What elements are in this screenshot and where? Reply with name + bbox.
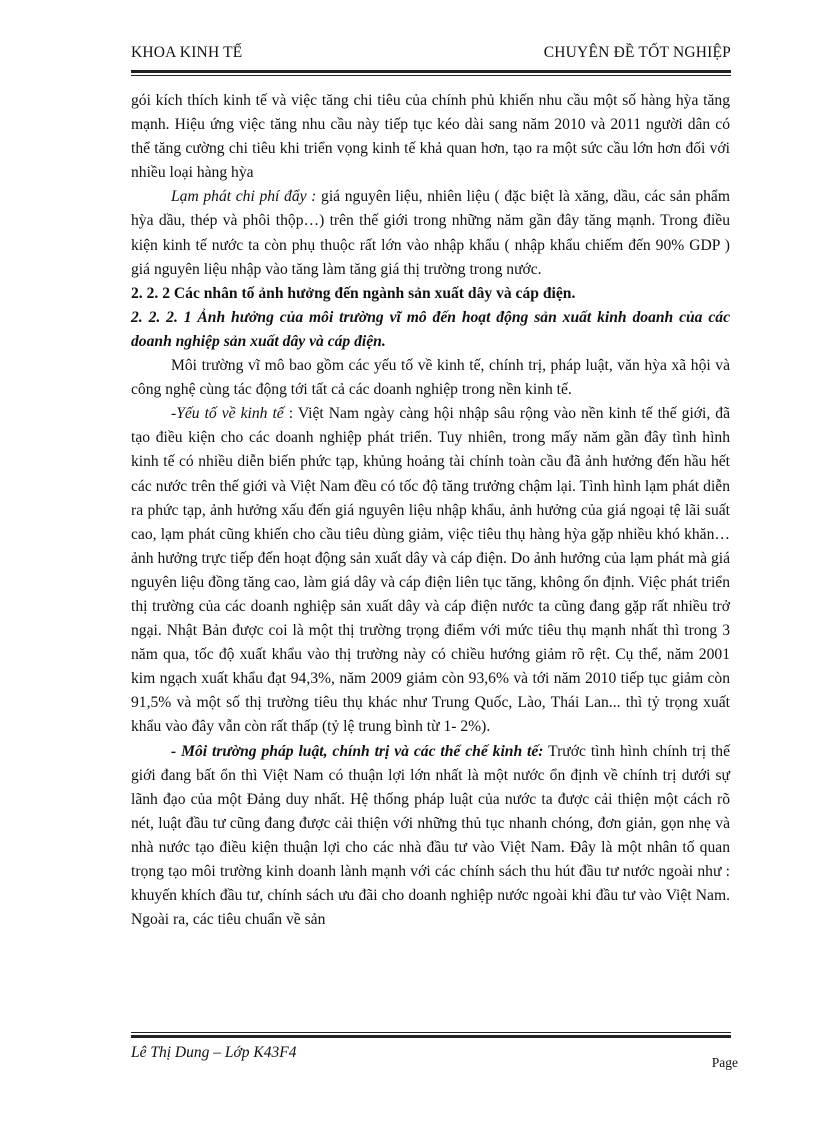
footer-author: Lê Thị Dung – Lớp K43F4: [131, 1044, 297, 1061]
legal-political-text: Trước tình hình chính trị thế giới đang bất ổn thì Việt Nam có thuận lợi lớn nhất là một nước ổn định về chính trị dưới sự lãnh đạo của một Đảng duy nhất. Hệ thống pháp luật của nước ta được cải thiện một cách rõ nét, luật đầu tư cũng đang được cải thiện với những thủ tục nhanh chóng, đơn giản, gọn nhẹ và nhà nước tạo điều kiện thuận lợi cho các nhà đầu tư vào Việt Nam. Đây là một nhân tố quan trọng tạo môi trường kinh doanh lành mạnh với các chính sách thu hút đầu tư nước ngoài như : khuyến khích đầu tư, chính sách ưu đãi cho doanh nghiệp nước ngoài khi đầu tư vào Việt Nam. Ngoài ra, các tiêu chuẩn về sản: [131, 742, 730, 929]
paragraph-cost-push-inflation: [131, 185, 730, 281]
economic-factor-text: : Việt Nam ngày càng hội nhập sâu rộng vào nền kinh tế thế giới, đã tạo điều kiện cho các doanh nghiệp phát triển. Tuy nhiên, trong mấy năm gần đây tình hình kinh tế có nhiều diễn biến phức tạp, khủng hoảng tài chính toàn cầu đã ảnh hưởng đến hầu hết các nước trên thế giới và Việt Nam đều có tốc độ tăng trưởng chậm lại. Tình hình lạm phát diễn ra phức tạp, ảnh hưởng xấu đến giá nguyên liệu nhập khẩu, ảnh hưởng của giá ngoại tệ lãi suất cao, lạm phát cũng khiến cho cầu tiêu dùng giảm, việc tiêu thụ hàng hỳa gặp nhiều khó khăn… ảnh hưởng trực tiếp đến hoạt động sản xuất dây và cáp điện. Do ảnh hưởng của lạm phát mà giá nguyên liệu đồng tăng cao, làm giá dây và cáp điện liên tục tăng, không ổn định. Việc phát triển thị trường của các doanh nghiệp sản xuất dây và cáp điện nước ta cũng đang gặp rất nhiều trở ngại. Nhật Bản được coi là một thị trường trọng điểm với mức tiêu thụ mạnh nhất thì trong 3 năm qua, tốc độ xuất khẩu vào thị trường này có chiều hướng giảm rõ rệt. Cụ thể, năm 2001 kim ngạch xuất khẩu đạt 94,3%, năm 2009 giảm còn 93,6% và tới năm 2010 tiếp tục giảm còn 91,5% và một số thị trường tiêu thụ khác như Trung Quốc, Lào, Thái Lan... thì tỷ trọng xuất khẩu vào đây vẫn còn rất thấp (tỷ lệ trung bình từ 1- 2%).: [131, 405, 730, 736]
page-header: [131, 44, 731, 62]
header-faculty: KHOA KINH TẾ: [131, 44, 243, 61]
subsection-heading: 2. 2. 2. 1 Ảnh hưởng của môi trường vĩ mô đến hoạt động sản xuất kinh doanh của các doanh nghiệp sản xuất dây và cáp điện.: [131, 308, 730, 350]
header-doc-type: CHUYÊN ĐỀ TỐT NGHIỆP: [543, 44, 731, 61]
economic-factor-label: -Yếu tố về kinh tế: [171, 405, 284, 423]
paragraph-legal-political: [131, 740, 730, 933]
paragraph-economic-factor: [131, 402, 730, 739]
legal-political-label: - Môi trường pháp luật, chính trị và các thể chế kinh tế:: [171, 742, 544, 760]
header-divider: [131, 70, 731, 76]
document-body: [131, 89, 730, 932]
section-heading: 2. 2. 2 Các nhân tố ảnh hưởng đến ngành sản xuất dây và cáp điện.: [131, 284, 576, 302]
footer-page-label: Page: [711, 1055, 738, 1070]
paragraph-continuation: gói kích thích kinh tế và việc tăng chi tiêu của chính phủ khiến nhu cầu một số hàng hỳa tăng mạnh. Hiệu ứng việc tăng nhu cầu này tiếp tục kéo dài sang năm 2010 và 2011 người dân có thể tăng cường chi tiêu khi triển vọng kinh tế khả quan hơn, tạo ra một sức cầu lớn hơn đối với nhiều loại hàng hỳa: [131, 92, 730, 182]
footer-divider: [131, 1032, 731, 1038]
paragraph-macro-environment: Môi trường vĩ mô bao gồm các yếu tố về kinh tế, chính trị, pháp luật, văn hỳa xã hội và công nghệ cùng tác động tới tất cả các doanh nghiệp trong nền kinh tế.: [131, 357, 730, 399]
cost-push-text: giá nguyên liệu, nhiên liệu ( đặc biệt là xăng, dầu, các sản phẩm hỳa dầu, thép và phôi thộp…) trên thế giới trong những năm gần đây tăng mạnh. Trong điều kiện kinh tế nước ta còn phụ thuộc rất lớn vào nhập khẩu ( nhập khẩu chiếm đến 90% GDP ) giá nguyên liệu nhập vào tăng làm tăng giá thị trường trong nước.: [131, 188, 730, 278]
cost-push-label: Lạm phát chi phí đẩy :: [171, 188, 317, 206]
